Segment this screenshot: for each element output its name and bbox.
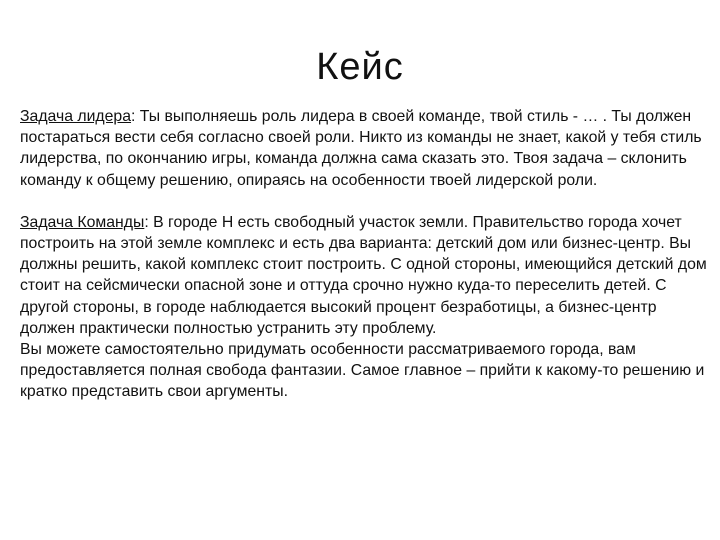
slide-title: Кейс bbox=[316, 46, 404, 88]
leader-task-paragraph bbox=[20, 106, 710, 191]
leader-task-label: Задача лидера bbox=[20, 108, 132, 125]
leader-task-text: : Ты выполняешь роль лидера в своей команде, твой стиль - … . Ты должен постараться вести себя согласно своей роли. Никто из команды не знает, какой у тебя стиль лидерства, по окончанию игры, команда должна сама сказать это. Твоя задача – склонить команду к общему решению, опираясь на особенности твоей лидерской роли. bbox=[20, 108, 702, 189]
team-task-label: Задача Команды bbox=[20, 213, 145, 231]
slide-content bbox=[20, 106, 710, 403]
note-paragraph: Вы можете самостоятельно придумать особенности рассматриваемого города, вам предоставляется полная свобода фантазии. Самое главное – прийти к какому-то решению и кратко представить свои аргументы. bbox=[20, 341, 705, 401]
paragraph-spacer bbox=[20, 191, 710, 212]
team-task-paragraph bbox=[20, 212, 710, 339]
team-task-text: : В городе Н есть свободный участок земли. Правительство города хочет построить на этой земле комплекс и есть два варианта: детский дом или бизнес-центр. Вы должны решить, какой комплекс стоит построить. С одной стороны, имеющийся детский дом стоит на сейсмически опасной зоне и оттуда срочно нужно куда-то переселить детей. С другой стороны, в городе наблюдается высокий процент безработицы, а бизнес-центр должен практически полностью устранить эту проблему. bbox=[20, 213, 707, 337]
